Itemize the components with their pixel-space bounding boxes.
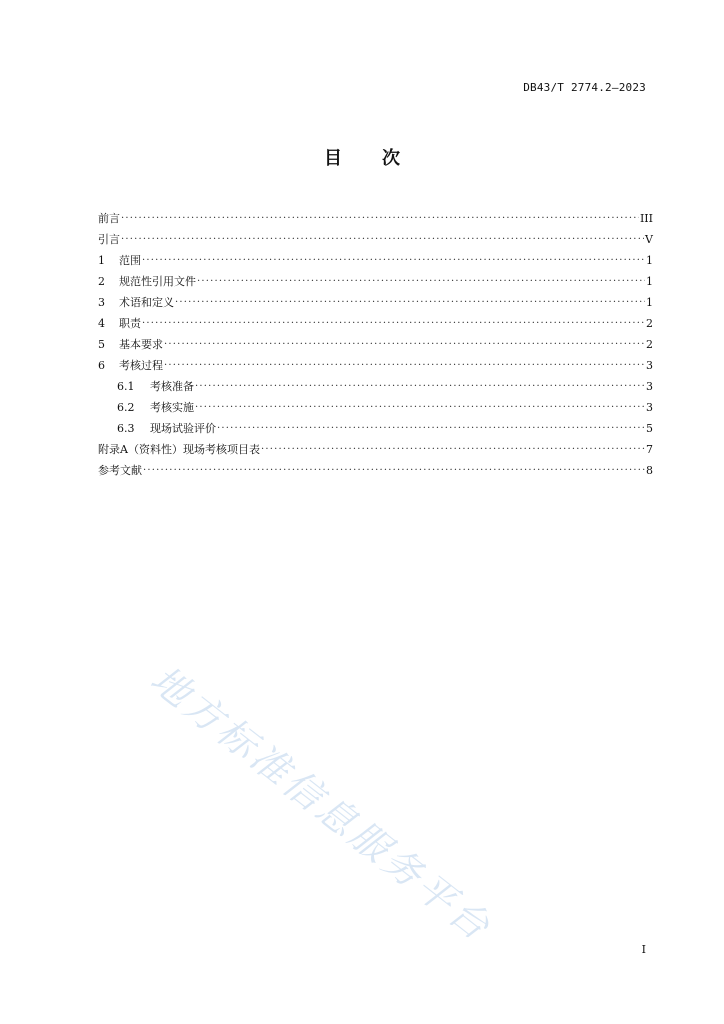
toc-entry-label: 引言: [98, 233, 120, 246]
title-char-1: 目: [324, 148, 342, 169]
page-title: [0, 144, 724, 170]
toc-entry[interactable]: [98, 289, 653, 310]
toc-entry-number: 2: [98, 275, 105, 288]
toc-entry-label: 参考文献: [98, 464, 142, 477]
toc-leader-dots: [121, 233, 644, 247]
toc-entry[interactable]: [98, 415, 653, 436]
watermark: 地方标准信息服务平台: [142, 657, 501, 951]
toc-entry-number: 6: [98, 359, 105, 372]
toc-entry-number: 4: [98, 317, 105, 330]
toc-entry[interactable]: [98, 373, 653, 394]
toc-leader-dots: [217, 422, 645, 436]
toc-leader-dots: [197, 275, 645, 289]
toc-entry-page: 7: [646, 443, 653, 456]
toc-entry-page: 2: [646, 338, 653, 351]
toc-entry-page: 3: [646, 359, 653, 372]
toc-leader-dots: [142, 254, 645, 268]
toc-entry[interactable]: [98, 268, 653, 289]
toc-entry-page: 1: [646, 254, 653, 267]
toc-entry-label: 规范性引用文件: [119, 275, 196, 288]
toc-leader-dots: [175, 296, 645, 310]
toc-entry-label: 术语和定义: [119, 296, 174, 309]
toc-entry-page: 5: [646, 422, 653, 435]
toc-entry-label: 基本要求: [119, 338, 163, 351]
toc-entry-page: V: [645, 233, 653, 246]
toc-entry-label: 职责: [119, 317, 141, 330]
toc-entry-page: 3: [646, 401, 653, 414]
toc-entry[interactable]: [98, 331, 653, 352]
toc-entry-label: 考核过程: [119, 359, 163, 372]
toc-entry-page: 8: [646, 464, 653, 477]
toc-entry[interactable]: [98, 457, 653, 478]
document-code: DB43/T 2774.2—2023: [523, 81, 646, 94]
toc-entry[interactable]: [98, 352, 653, 373]
toc-entry-page: 1: [646, 296, 653, 309]
toc-entry-label: 考核准备: [150, 380, 194, 393]
toc-entry-number: 5: [98, 338, 105, 351]
toc-leader-dots: [164, 338, 645, 352]
toc-entry-page: III: [639, 212, 653, 225]
toc-leader-dots: [143, 464, 645, 478]
toc-leader-dots: [195, 380, 645, 394]
toc-leader-dots: [195, 401, 645, 415]
toc-entry-label: 考核实施: [150, 401, 194, 414]
toc-entry-label: 范围: [119, 254, 141, 267]
table-of-contents: [98, 205, 653, 478]
toc-leader-dots: [164, 359, 645, 373]
toc-entry[interactable]: [98, 247, 653, 268]
toc-entry-label: 前言: [98, 212, 120, 225]
toc-entry-number: 3: [98, 296, 105, 309]
toc-entry-label: 附录A（资料性）现场考核项目表: [98, 443, 260, 456]
toc-entry-page: 3: [646, 380, 653, 393]
toc-leader-dots: [261, 443, 645, 457]
toc-entry[interactable]: [98, 436, 653, 457]
toc-entry-number: 6.3: [117, 422, 135, 435]
title-char-2: 次: [382, 148, 400, 169]
toc-entry-page: 2: [646, 317, 653, 330]
toc-entry-number: 6.1: [117, 380, 135, 393]
toc-entry-label: 现场试验评价: [150, 422, 216, 435]
toc-entry-number: 6.2: [117, 401, 135, 414]
page-number: I: [641, 943, 646, 956]
toc-leader-dots: [121, 212, 639, 226]
toc-entry[interactable]: [98, 310, 653, 331]
toc-entry[interactable]: [98, 226, 653, 247]
toc-entry-number: 1: [98, 254, 105, 267]
toc-entry[interactable]: [98, 205, 653, 226]
toc-entry[interactable]: [98, 394, 653, 415]
toc-entry-page: 1: [646, 275, 653, 288]
toc-leader-dots: [142, 317, 645, 331]
